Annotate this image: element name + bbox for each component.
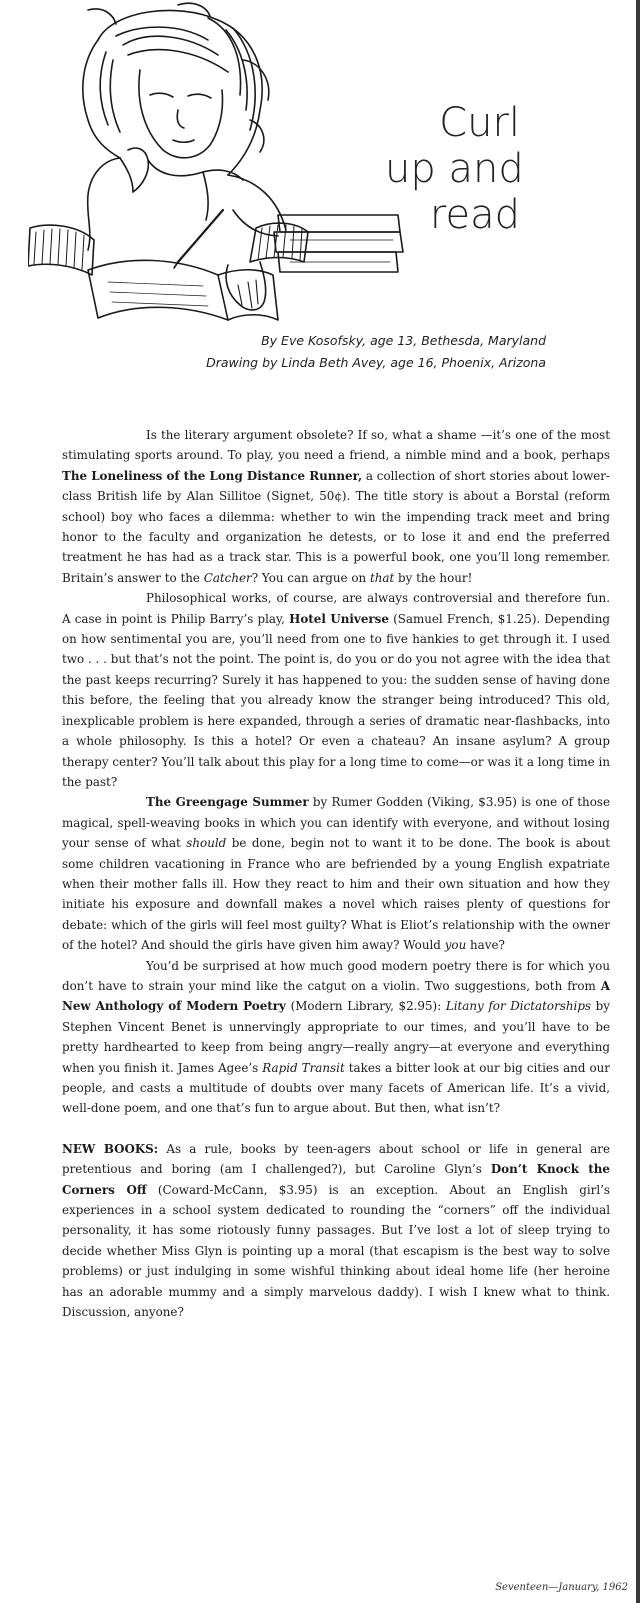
poem-title: Litany for Dictatorships (445, 999, 592, 1014)
paragraph: Is the literary argument obsolete? If so, what a shame —it’s one of the most stimulating sports around. To play, you need a friend, a nimble mind and a book, perhaps The Loneliness of the Long Distance Runner, a collection of short stories about lower-class British life by Alan Sillitoe (Signet, 50¢). The title story is about a Borstal (reform school) boy who faces a dilemma: whether to win the impending track meet and bring honor to the faculty and organization he detests, or to lose it and end the preferred treatment he has had as a track star. This is a powerful book, one you’ll long remember. Britain’s answer to the Catcher? You can argue on that by the hour! (62, 428, 610, 585)
article-body (62, 425, 610, 1322)
paragraph: You’d be surprised at how much good modern poetry there is for which you don’t have to strain your mind like the catgut on a violin. Two suggestions, both from A New Anthology of Modern Poetry (Modern Library, $2.95): Litany for Dictatorships by Stephen Vincent Benet is unnervingly appropriate to our times, and you’ll have to be pretty hardhearted to keep from being angry—really angry—at everyone and everything when you finish it. James Agee’s Rapid Transit takes a bitter look at our big cities and our people, and casts a multitude of doubts over many facets of American life. It’s a vivid, well-done poem, and one that’s fun to argue about. But then, what isn’t? (62, 958, 611, 1116)
girl-reading-illustration (28, 0, 408, 330)
book-title: Hotel Universe (289, 611, 389, 626)
article-title (385, 100, 524, 238)
book-title: A New Anthology of Modern Poetry (62, 978, 610, 1014)
author-credit: By Eve Kosofsky, age 13, Bethesda, Maryland (261, 333, 546, 348)
new-books-paragraph: NEW BOOKS: As a rule, books by teen-agers about school or life in general are pretentious and boring (am I challenged?), but Caroline Glyn’s Don’t Knock the Corners Off (Coward-McCann, $3.95) is an exception. About an English girl’s experiences in a school system dedicated to rounding the “corners” off the individual personality, it has some riotously funny passages. But I’ve lost a lot of sleep trying to decide whether Miss Glyn is pointing up a moral (that escapism is the best way to solve problems) or just indulging in some wishful thinking about ideal home life (her heroine has an adorable mummy and a simply marvelous daddy). I wish I knew what to think. Discussion, anyone? (62, 1141, 611, 1320)
artist-credit: Drawing by Linda Beth Avey, age 16, Phoenix, Arizona (206, 355, 546, 370)
title-line: up and (385, 146, 524, 192)
paragraph: Philosophical works, of course, are always controversial and therefore fun. A case in point is Philip Barry’s play, Hotel Universe (Samuel French, $1.25). Depending on how sentimental you are, you’ll need from one to five hankies to get through it. I used two . . . but that’s not the point. The point is, do you or do you not agree with the idea that the past keeps recurring? Surely it has happened to you: the sudden sense of having done this before, the feeling that you already know the stranger being introduced? This old, inexplicable problem is here expanded, through a series of dramatic near-flashbacks, into a whole philosophy. Is this a hotel? Or even a chateau? An insane asylum? A group therapy center? You’ll talk about this play for a long time to come—or was it a long time in the past? (62, 591, 610, 789)
page-footer: Seventeen—January, 1962 (495, 1582, 628, 1593)
section-heading: NEW BOOKS: (62, 1141, 159, 1156)
book-title: Don’t Knock the Corners Off (62, 1162, 610, 1197)
paragraph: The Greengage Summer by Rumer Godden (Viking, $3.95) is one of those magical, spell-weaving books in which you can identify with everyone, and without losing your sense of what should be done, begin not to want it to be done. The book is about some children vacationing in France who are befriended by a young English expatriate when their mother falls ill. How they react to him and their own situation and how they initiate his exposure and downfall makes a novel which raises plenty of questions for debate: which of the girls will feel most guilty? What is Eliot’s relationship with the owner of the hotel? And should the girls have given him away? Would you have? (62, 795, 611, 953)
title-line: read (429, 192, 520, 238)
poem-title: Rapid Transit (262, 1060, 345, 1075)
scan-edge (636, 0, 640, 1603)
book-title: The Greengage Summer (146, 795, 309, 810)
byline (206, 330, 546, 374)
title-line: Curl (439, 100, 520, 146)
book-title: The Loneliness of the Long Distance Runner, (62, 468, 363, 483)
